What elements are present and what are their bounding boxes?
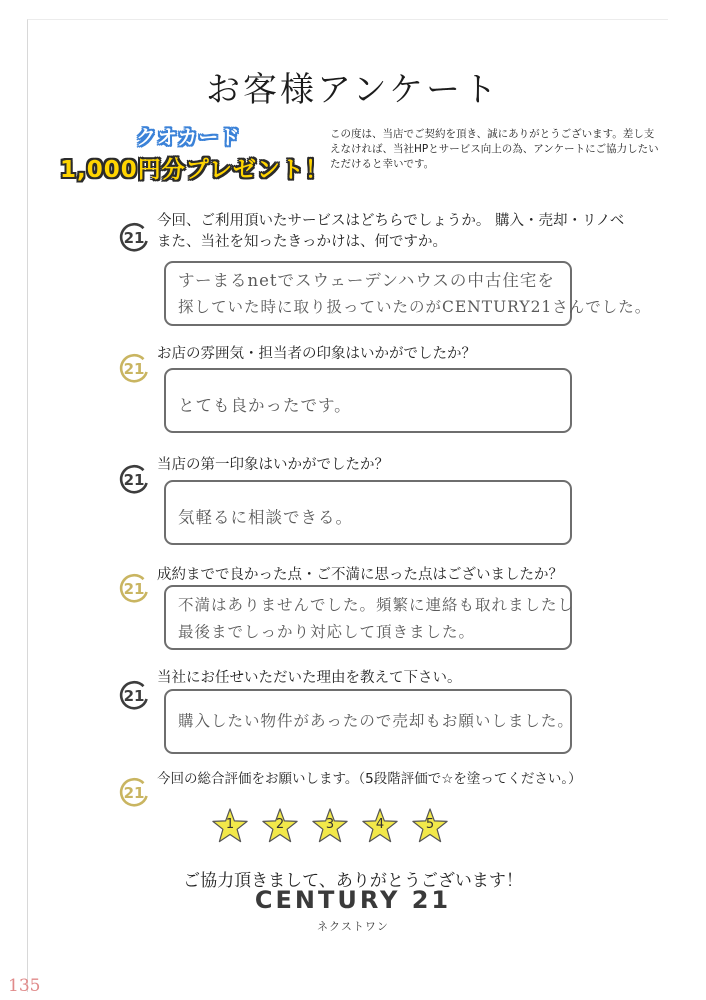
answer-2-line-1: とても良かったです。 [178,396,352,415]
svg-text:21: 21 [123,471,145,489]
promo-present-label: 1,000円分プレゼント！ [60,157,329,183]
answer-4-line-1: 不満はありませんでした。頻繁に連絡も取れましたし [178,596,575,614]
rating-star-label: 2 [275,817,285,832]
question-6-text: 今回の総合評価をお願いします。（5段階評価で☆を塗ってください。） [157,771,582,787]
promo-card-label: クオカード [136,125,241,149]
question-3-text: 当店の第一印象はいかがでしたか？ [157,457,389,473]
rating-star-5[interactable] [410,806,450,846]
question-2-text: お店の雰囲気・担当者の印象はいかがでしたか？ [157,346,476,362]
rating-star-1[interactable] [210,806,250,846]
answer-1-line-1: すーまるnetでスウェーデンハウスの中古住宅を [178,271,555,290]
rating-star-label: 3 [325,817,335,832]
answer-4-box [164,585,575,650]
answer-2-box [164,368,572,433]
rating-star-4[interactable] [360,806,400,846]
svg-text:21: 21 [123,360,145,378]
rating-star-label: 1 [225,817,235,832]
answer-5-line-1: 購入したい物件があったので売却もお願いしました。 [178,712,574,730]
svg-text:21: 21 [123,229,145,247]
rating-star-2[interactable] [260,806,300,846]
brand-subtitle: ネクストワン [317,920,389,933]
answer-4-line-2: 最後までしっかり対応して頂きました。 [178,623,476,641]
rating-star-3[interactable] [310,806,350,846]
svg-text:21: 21 [123,580,145,598]
question-5-text: 当社にお任せいただいた理由を教えて下さい。 [157,670,462,686]
intro-text: この度は、当店でご契約を頂き、誠にありがとうございます。差し支えなければ、当社HPとサービス向上の為、アンケートにご協力したいただけると幸いです。 [330,128,659,170]
century21-logo-icon [117,462,151,496]
century21-logo-icon [117,571,151,605]
century21-logo-icon [117,775,151,809]
svg-text:21: 21 [123,687,145,705]
answer-5-box [164,689,572,754]
rating-star-label: 4 [375,817,385,832]
question-1-text: 今回、ご利用頂いたサービスはどちらでしょうか。 購入・売却・リノベ また、当社を知ったきっかけは、何ですか。 [157,213,625,250]
answer-1-box [164,261,652,326]
rating-star-label: 5 [425,817,435,832]
rating-stars [210,806,450,846]
page-number: 135 [8,976,41,996]
century21-logo-icon [117,220,151,254]
century21-logo-icon [117,351,151,385]
question-4-text: 成約までで良かった点・ご不満に思った点はございましたか？ [157,567,563,583]
page-title: お客様アンケート [206,70,500,110]
svg-text:21: 21 [123,784,145,802]
answer-1-line-2: 探していた時に取り扱っていたのがCENTURY21さんでした。 [178,298,652,316]
century21-logo-icon [117,678,151,712]
thanks-text: ご協力頂きまして、ありがとうございます！ [183,871,523,891]
brand-logo-text: CENTURY 21 [254,886,452,914]
answer-3-box [164,480,572,545]
answer-3-line-1: 気軽るに相談できる。 [178,508,353,527]
